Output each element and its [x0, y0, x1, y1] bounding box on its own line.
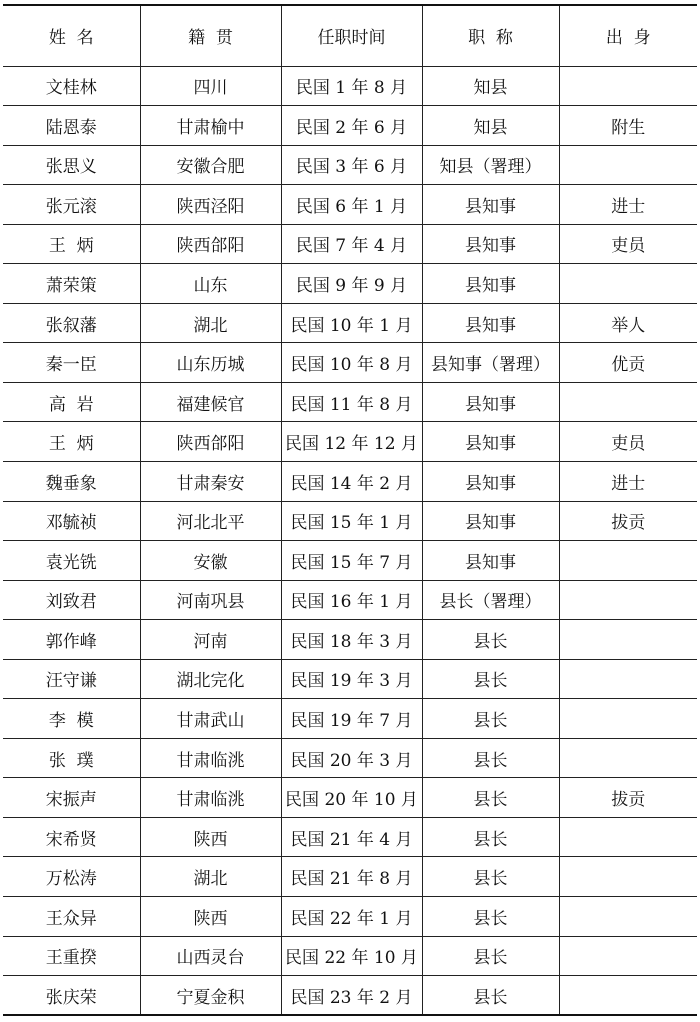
native-place-cell: 福建候官 — [140, 382, 281, 422]
native-place-cell: 甘肃临洮 — [140, 778, 281, 818]
background-cell — [559, 976, 697, 1016]
header-native-place: 籍 贯 — [140, 5, 281, 66]
native-place-cell: 陕西 — [140, 896, 281, 936]
tenure-date-cell: 民国 21 年 4 月 — [281, 817, 422, 857]
header-row — [3, 5, 697, 66]
title-cell: 县长 — [422, 936, 559, 976]
table-row — [3, 699, 697, 739]
name-cell: 张元滚 — [3, 185, 140, 225]
table-row — [3, 343, 697, 383]
tenure-date-cell: 民国 7 年 4 月 — [281, 224, 422, 264]
tenure-date-cell: 民国 14 年 2 月 — [281, 461, 422, 501]
title-cell: 县知事 — [422, 422, 559, 462]
table-row — [3, 976, 697, 1016]
title-cell: 县长 — [422, 817, 559, 857]
title-cell: 县知事 — [422, 224, 559, 264]
background-cell: 附生 — [559, 106, 697, 146]
title-cell: 县长 — [422, 778, 559, 818]
title-cell: 县长 — [422, 738, 559, 778]
table-header — [3, 5, 697, 66]
tenure-date-cell: 民国 15 年 1 月 — [281, 501, 422, 541]
title-cell: 县知事（署理） — [422, 343, 559, 383]
native-place-cell: 山东历城 — [140, 343, 281, 383]
native-place-cell: 湖北 — [140, 857, 281, 897]
native-place-cell: 宁夏金积 — [140, 976, 281, 1016]
tenure-date-cell: 民国 22 年 10 月 — [281, 936, 422, 976]
name-cell: 宋振声 — [3, 778, 140, 818]
table-row — [3, 106, 697, 146]
name-cell: 李 模 — [3, 699, 140, 739]
table-row — [3, 382, 697, 422]
name-cell: 张庆荣 — [3, 976, 140, 1016]
title-cell: 县知事 — [422, 264, 559, 304]
background-cell: 吏员 — [559, 422, 697, 462]
name-cell: 刘致君 — [3, 580, 140, 620]
background-cell — [559, 580, 697, 620]
background-cell — [559, 264, 697, 304]
native-place-cell: 陕西郃阳 — [140, 422, 281, 462]
background-cell: 进士 — [559, 185, 697, 225]
header-name: 姓 名 — [3, 5, 140, 66]
tenure-date-cell: 民国 20 年 10 月 — [281, 778, 422, 818]
name-cell: 魏垂象 — [3, 461, 140, 501]
background-cell — [559, 620, 697, 660]
tenure-date-cell: 民国 16 年 1 月 — [281, 580, 422, 620]
tenure-date-cell: 民国 23 年 2 月 — [281, 976, 422, 1016]
native-place-cell: 河北北平 — [140, 501, 281, 541]
name-cell: 万松涛 — [3, 857, 140, 897]
title-cell: 县长 — [422, 896, 559, 936]
table-row — [3, 264, 697, 304]
name-cell: 王重揆 — [3, 936, 140, 976]
table-row — [3, 145, 697, 185]
native-place-cell: 陕西泾阳 — [140, 185, 281, 225]
tenure-date-cell: 民国 3 年 6 月 — [281, 145, 422, 185]
title-cell: 县知事 — [422, 501, 559, 541]
title-cell: 县知事 — [422, 303, 559, 343]
title-cell: 县知事 — [422, 461, 559, 501]
native-place-cell: 安徽 — [140, 541, 281, 581]
name-cell: 宋希贤 — [3, 817, 140, 857]
title-cell: 知县（署理） — [422, 145, 559, 185]
name-cell: 高 岩 — [3, 382, 140, 422]
tenure-date-cell: 民国 1 年 8 月 — [281, 66, 422, 106]
background-cell: 优贡 — [559, 343, 697, 383]
native-place-cell: 甘肃临洮 — [140, 738, 281, 778]
tenure-date-cell: 民国 21 年 8 月 — [281, 857, 422, 897]
tenure-date-cell: 民国 11 年 8 月 — [281, 382, 422, 422]
table-row — [3, 303, 697, 343]
title-cell: 县知事 — [422, 541, 559, 581]
name-cell: 王 炳 — [3, 422, 140, 462]
title-cell: 知县 — [422, 106, 559, 146]
table-row — [3, 896, 697, 936]
name-cell: 秦一臣 — [3, 343, 140, 383]
tenure-date-cell: 民国 22 年 1 月 — [281, 896, 422, 936]
background-cell: 举人 — [559, 303, 697, 343]
table-row — [3, 620, 697, 660]
title-cell: 县长（署理） — [422, 580, 559, 620]
name-cell: 萧荣策 — [3, 264, 140, 304]
title-cell: 知县 — [422, 66, 559, 106]
name-cell: 张思义 — [3, 145, 140, 185]
tenure-date-cell: 民国 9 年 9 月 — [281, 264, 422, 304]
tenure-date-cell: 民国 19 年 3 月 — [281, 659, 422, 699]
name-cell: 王众异 — [3, 896, 140, 936]
table-row — [3, 224, 697, 264]
tenure-date-cell: 民国 6 年 1 月 — [281, 185, 422, 225]
table-row — [3, 461, 697, 501]
table-row — [3, 185, 697, 225]
name-cell: 邓毓祯 — [3, 501, 140, 541]
name-cell: 陆恩泰 — [3, 106, 140, 146]
table-row — [3, 501, 697, 541]
native-place-cell: 甘肃武山 — [140, 699, 281, 739]
officials-table — [3, 4, 697, 1016]
background-cell — [559, 738, 697, 778]
background-cell — [559, 817, 697, 857]
table-row — [3, 580, 697, 620]
native-place-cell: 安徽合肥 — [140, 145, 281, 185]
table-row — [3, 541, 697, 581]
background-cell: 吏员 — [559, 224, 697, 264]
table-body — [3, 66, 697, 1015]
background-cell — [559, 857, 697, 897]
native-place-cell: 湖北 — [140, 303, 281, 343]
native-place-cell: 湖北完化 — [140, 659, 281, 699]
tenure-date-cell: 民国 2 年 6 月 — [281, 106, 422, 146]
table-row — [3, 738, 697, 778]
title-cell: 县长 — [422, 699, 559, 739]
name-cell: 汪守谦 — [3, 659, 140, 699]
header-tenure-date: 任职时间 — [281, 5, 422, 66]
tenure-date-cell: 民国 19 年 7 月 — [281, 699, 422, 739]
title-cell: 县知事 — [422, 382, 559, 422]
native-place-cell: 陕西郃阳 — [140, 224, 281, 264]
tenure-date-cell: 民国 20 年 3 月 — [281, 738, 422, 778]
table-row — [3, 936, 697, 976]
tenure-date-cell: 民国 10 年 8 月 — [281, 343, 422, 383]
background-cell — [559, 659, 697, 699]
name-cell: 张叙藩 — [3, 303, 140, 343]
table-row — [3, 857, 697, 897]
table-row — [3, 422, 697, 462]
table-row — [3, 817, 697, 857]
background-cell — [559, 541, 697, 581]
title-cell: 县长 — [422, 659, 559, 699]
title-cell: 县长 — [422, 976, 559, 1016]
name-cell: 文桂林 — [3, 66, 140, 106]
background-cell — [559, 66, 697, 106]
tenure-date-cell: 民国 18 年 3 月 — [281, 620, 422, 660]
background-cell — [559, 936, 697, 976]
background-cell — [559, 145, 697, 185]
tenure-date-cell: 民国 15 年 7 月 — [281, 541, 422, 581]
table-row — [3, 659, 697, 699]
tenure-date-cell: 民国 12 年 12 月 — [281, 422, 422, 462]
name-cell: 郭作峰 — [3, 620, 140, 660]
native-place-cell: 山东 — [140, 264, 281, 304]
name-cell: 王 炳 — [3, 224, 140, 264]
title-cell: 县长 — [422, 620, 559, 660]
background-cell — [559, 382, 697, 422]
native-place-cell: 陕西 — [140, 817, 281, 857]
header-background: 出 身 — [559, 5, 697, 66]
name-cell: 张 璞 — [3, 738, 140, 778]
native-place-cell: 甘肃榆中 — [140, 106, 281, 146]
background-cell: 拔贡 — [559, 501, 697, 541]
background-cell — [559, 699, 697, 739]
title-cell: 县知事 — [422, 185, 559, 225]
background-cell — [559, 896, 697, 936]
header-title: 职 称 — [422, 5, 559, 66]
table-row — [3, 66, 697, 106]
name-cell: 袁光铣 — [3, 541, 140, 581]
native-place-cell: 山西灵台 — [140, 936, 281, 976]
native-place-cell: 甘肃秦安 — [140, 461, 281, 501]
table-row — [3, 778, 697, 818]
background-cell: 拔贡 — [559, 778, 697, 818]
title-cell: 县长 — [422, 857, 559, 897]
native-place-cell: 河南 — [140, 620, 281, 660]
tenure-date-cell: 民国 10 年 1 月 — [281, 303, 422, 343]
native-place-cell: 河南巩县 — [140, 580, 281, 620]
native-place-cell: 四川 — [140, 66, 281, 106]
background-cell: 进士 — [559, 461, 697, 501]
